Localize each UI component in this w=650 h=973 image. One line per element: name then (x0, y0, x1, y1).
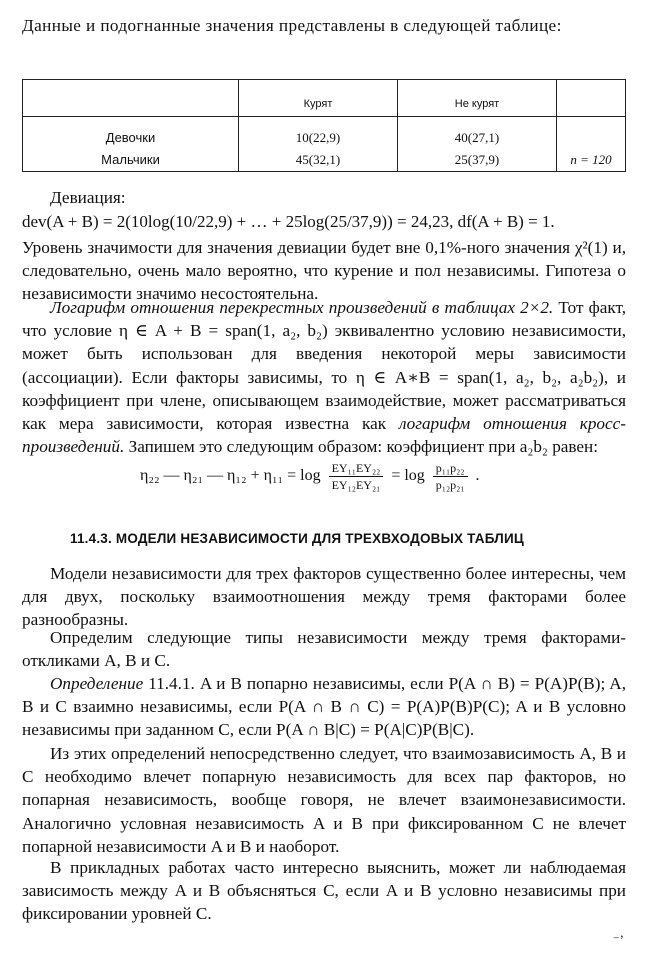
row-label-girls: Девочки (105, 130, 156, 145)
paragraph-define-types: Определим следующие типы независимости между тремя факторами-откликами A, B и C. (22, 628, 626, 671)
cell-girls-no-smoke: 40(27,1) (454, 130, 500, 145)
formula-fraction-probabilities (433, 460, 468, 493)
formula-mid: = log (391, 467, 425, 485)
paragraph-log-ratio-title: Логарифм отношения перекрестных произведений в таблицах 2×2. (50, 298, 554, 317)
paragraph-log-ratio-body: Тот факт, что условие η ∈ A + B = span(1, a₂, b₂) эквивалентно условию независимости, может быть использован для введения некоторой меры зависимости (ассоциации). Если факторы зависимы, то η ∈ A∗B = span(1, a₂, b₂, a₂b₂), и коэффициент при члене, описывающем взаимодействие, может рассматриваться как мера зависимости, которая известна как (22, 298, 626, 434)
paragraph-log-ratio-term: логарифм отношения кросс-произведений. (22, 414, 627, 457)
table-corner-right (557, 80, 626, 117)
cell-boys-no-smoke: 25(37,9) (454, 152, 500, 167)
row-labels (23, 117, 239, 172)
formula-end: . (475, 467, 480, 485)
cell-boys-smoke: 45(32,1) (295, 152, 341, 167)
col-header-smoke: Курят (239, 80, 398, 117)
deviation-formula: dev(A + B) = 2(10log(10/22,9) + … + 25log(25/37,9)) = 24,23, df(A + B) = 1. (22, 212, 555, 231)
formula-fraction-expected (329, 460, 384, 493)
paragraph-significance: Уровень значимости для значения девиации будет вне 0,1%-ного значения χ²(1) и, следовательно, очень мало вероятно, что курение и пол независимы. Гипотеза о независимости значимо несостоятельна. (22, 238, 626, 304)
intro-text: Данные и подогнанные значения представлены в следующей таблице: (22, 16, 562, 35)
deviation-label: Девиация: (50, 188, 126, 207)
formula-frac1-numerator: EY₁₁EY₂₂ (329, 460, 384, 477)
paragraph-three-factors: Модели независимости для трех факторов существенно более интересны, чем для двух, поскольку взаимоотношения между тремя факторами более разнообразны. (22, 564, 626, 630)
formula-frac2-numerator: p₁₁p₂₂ (433, 460, 468, 477)
log-ratio-formula (140, 460, 480, 493)
formula-frac1-denominator: EY₁₂EY₂₁ (331, 478, 381, 492)
table-corner (23, 80, 239, 117)
definition-label: Определение (50, 674, 144, 693)
page-corner-mark: ⁻ʼ (612, 932, 624, 947)
section-heading: 11.4.3. МОДЕЛИ НЕЗАВИСИМОСТИ ДЛЯ ТРЕХВХОДОВЫХ ТАБЛИЦ (70, 531, 524, 546)
total-n: n = 120 (570, 152, 612, 167)
paragraph-consequences: Из этих определений непосредственно следует, что взаимозависимость A, B и C необходимо влечет попарную независимость для всех пар факторов, но попарная независимость, вообще говоря, не влечет взаимонезависимости. Аналогично условная независимость A и B при фиксированном C не влечет попарной независимости A и B и наоборот. (22, 744, 626, 856)
data-table (22, 79, 626, 172)
paragraph-log-ratio (22, 296, 626, 458)
paragraph-log-ratio-end: Запишем это следующим образом: коэффициент при a₂b₂ равен: (128, 437, 599, 457)
formula-lhs: η₂₂ — η₂₁ — η₁₂ + η₁₁ = log (140, 467, 321, 485)
col-smoke-values (239, 117, 398, 172)
formula-frac2-denominator: p₁₂p₂₁ (435, 478, 465, 492)
row-label-boys: Мальчики (101, 152, 160, 167)
total-cell (557, 117, 626, 172)
cell-girls-smoke: 10(22,9) (295, 130, 341, 145)
col-header-no-smoke: Не курят (398, 80, 557, 117)
definition-text: 11.4.1. A и B попарно независимы, если P(A ∩ B) = P(A)P(B); A, B и C взаимно независимы, если P(A ∩ B ∩ C) = P(A)P(B)P(C); A и B условно независимы при заданном C, если P(A ∩ B|C) = P(A|C)P(B|C). (22, 674, 626, 740)
col-no-smoke-values (398, 117, 557, 172)
paragraph-applied: В прикладных работах часто интересно выяснить, может ли наблюдаемая зависимость между A и B объясняться C, если A и B условно независимы при фиксировании уровней C. (22, 858, 626, 924)
paragraph-definition (22, 672, 626, 742)
